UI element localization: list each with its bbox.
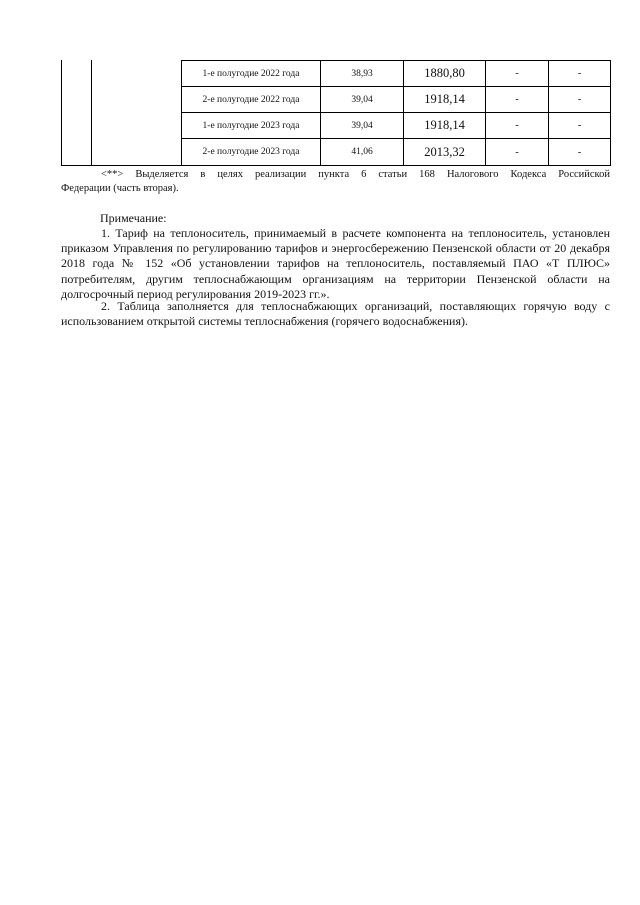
table-border-left [61, 60, 62, 166]
note-item-1 [61, 226, 610, 302]
note-item-2-text: 2. Таблица заполняется для теплоснабжающих организаций, поставляющих горячую воду с использованием открытой системы теплоснабжения (горячего водоснабжения). [61, 299, 610, 329]
table-cell-value: 2013,32 [424, 144, 465, 159]
table-cell-value: - [577, 94, 582, 105]
footnote [61, 168, 610, 196]
note-item-1-text: 1. Тариф на теплоноситель, принимаемый в расчете компонента на теплоноситель, установлен приказом Управления по регулированию тарифов и энергосбережению Пензенской области от 20 декабря 2018 года № 152 «Об установлении тарифов на теплоноситель, поставляемый ПАО «Т ПЛЮС» потребителям, другим теплоснабжающим организациям на территории Пензенской области на долгосрочный период регулирования 2019-2023 гг.». [61, 226, 610, 301]
table-cell-value: 39,04 [351, 94, 373, 105]
footnote-line-2: Федерации (часть вторая). [61, 183, 179, 194]
table-cell-value: - [577, 146, 582, 158]
table-cell-value: - [515, 146, 519, 158]
table-cell-value: 1918,14 [424, 92, 465, 106]
table-border-bottom [61, 165, 611, 166]
table-cell-period: 2-е полугодие 2022 года [202, 94, 300, 105]
note-item-2 [61, 299, 610, 329]
table-cell-value: 39,04 [351, 120, 373, 131]
table-col-divider [91, 60, 92, 166]
footnote-line-1: <**> Выделяется в целях реализации пункта 6 статьи 168 Налогового Кодекса Российской [101, 169, 610, 180]
table-cell-value: - [577, 68, 582, 79]
table-cell-value: - [515, 120, 519, 131]
table-cell-value: - [515, 94, 519, 105]
table-cell-value: 41,06 [351, 147, 373, 157]
table-cell-period: 1-е полугодие 2022 года [202, 68, 300, 79]
table-border-right [610, 60, 611, 166]
table-cell-value: - [577, 120, 582, 131]
table-cell-value: - [515, 68, 519, 79]
table-cell-period: 2-е полугодие 2023 года [202, 147, 300, 157]
table-cell-value: 1918,14 [424, 118, 465, 132]
table-cell-period: 1-е полугодие 2023 года [202, 120, 300, 131]
note-title: Примечание: [100, 211, 167, 225]
table-cell-value: 38,93 [351, 68, 373, 79]
table-cell-value: 1880,80 [424, 66, 465, 80]
tariff-table [61, 60, 611, 166]
